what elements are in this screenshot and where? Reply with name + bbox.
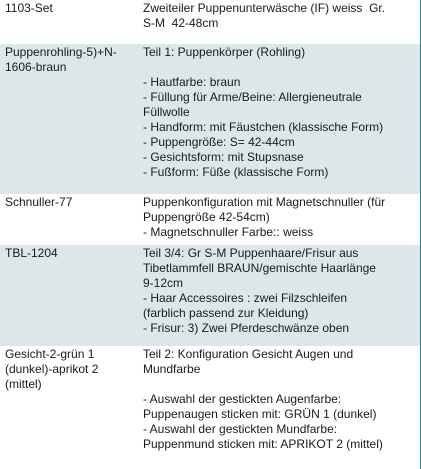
description-line: Füllwolle xyxy=(143,105,190,119)
description-line: - Gesichtsform: mit Stupsnase xyxy=(143,150,304,164)
description-line: Puppenaugen sticken mit: GRÜN 1 (dunkel) xyxy=(143,407,377,421)
article-number: 1103-Set xyxy=(5,1,53,15)
description-line xyxy=(143,377,417,392)
article-number: TBL-1204 xyxy=(5,246,58,260)
description-line: Tibetlammfell BRAUN/gemischte Haarlänge xyxy=(143,261,376,275)
article-description xyxy=(143,195,417,240)
description-line: Teil 2: Konfiguration Gesicht Augen und xyxy=(143,347,354,361)
description-line: - Auswahl der gestickten Mundfarbe: xyxy=(143,422,338,436)
description-line: 9-12cm xyxy=(143,276,184,290)
table-row xyxy=(0,0,420,44)
article-description xyxy=(143,347,417,452)
description-line: - Hautfarbe: braun xyxy=(143,75,241,89)
description-line: - Fußform: Füße (klassische Form) xyxy=(143,165,329,179)
description-line: S-M 42-48cm xyxy=(143,16,219,30)
description-line: Puppenmund sticken mit: APRIKOT 2 (mittel) xyxy=(143,437,383,451)
table-row xyxy=(0,346,420,469)
article-number: Gesicht-2-grün 1 (dunkel)-aprikot 2 (mittel) xyxy=(5,347,99,391)
article-description xyxy=(143,45,417,180)
description-line: - Haar Accessoires : zwei Filzschleifen xyxy=(143,291,348,305)
description-line: Teil 3/4: Gr S-M Puppenhaare/Frisur aus xyxy=(143,246,359,260)
description-line: - Füllung für Arme/Beine: Allergieneutrale xyxy=(143,90,362,104)
table-row xyxy=(0,44,420,194)
description-line: - Handform: mit Fäustchen (klassische Form) xyxy=(143,120,384,134)
table-row xyxy=(0,245,420,346)
description-line: - Magnetschnuller Farbe:: weiss xyxy=(143,225,314,239)
description-line: Puppengröße 42-54cm) xyxy=(143,210,270,224)
description-line: Zweiteiler Puppenunterwäsche (IF) weiss Gr. xyxy=(143,1,386,15)
description-line: - Frisur: 3) Zwei Pferdeschwänze oben xyxy=(143,321,350,335)
article-number: Schnuller-77 xyxy=(5,195,73,209)
description-line: Teil 1: Puppenkörper (Rohling) xyxy=(143,45,306,59)
article-number: Puppenrohling-5)+N- 1606-braun xyxy=(5,45,117,74)
description-line: - Auswahl der gestickten Augenfarbe: xyxy=(143,392,342,406)
description-line: (farblich passend zur Kleidung) xyxy=(143,306,309,320)
description-line: - Puppengröße: S= 42-44cm xyxy=(143,135,295,149)
description-line: Puppenkonfiguration mit Magnetschnuller (für xyxy=(143,195,386,209)
article-description xyxy=(143,1,417,31)
description-line: Mundfarbe xyxy=(143,362,201,376)
table-row xyxy=(0,194,420,245)
description-line xyxy=(143,60,417,75)
article-description xyxy=(143,246,417,336)
